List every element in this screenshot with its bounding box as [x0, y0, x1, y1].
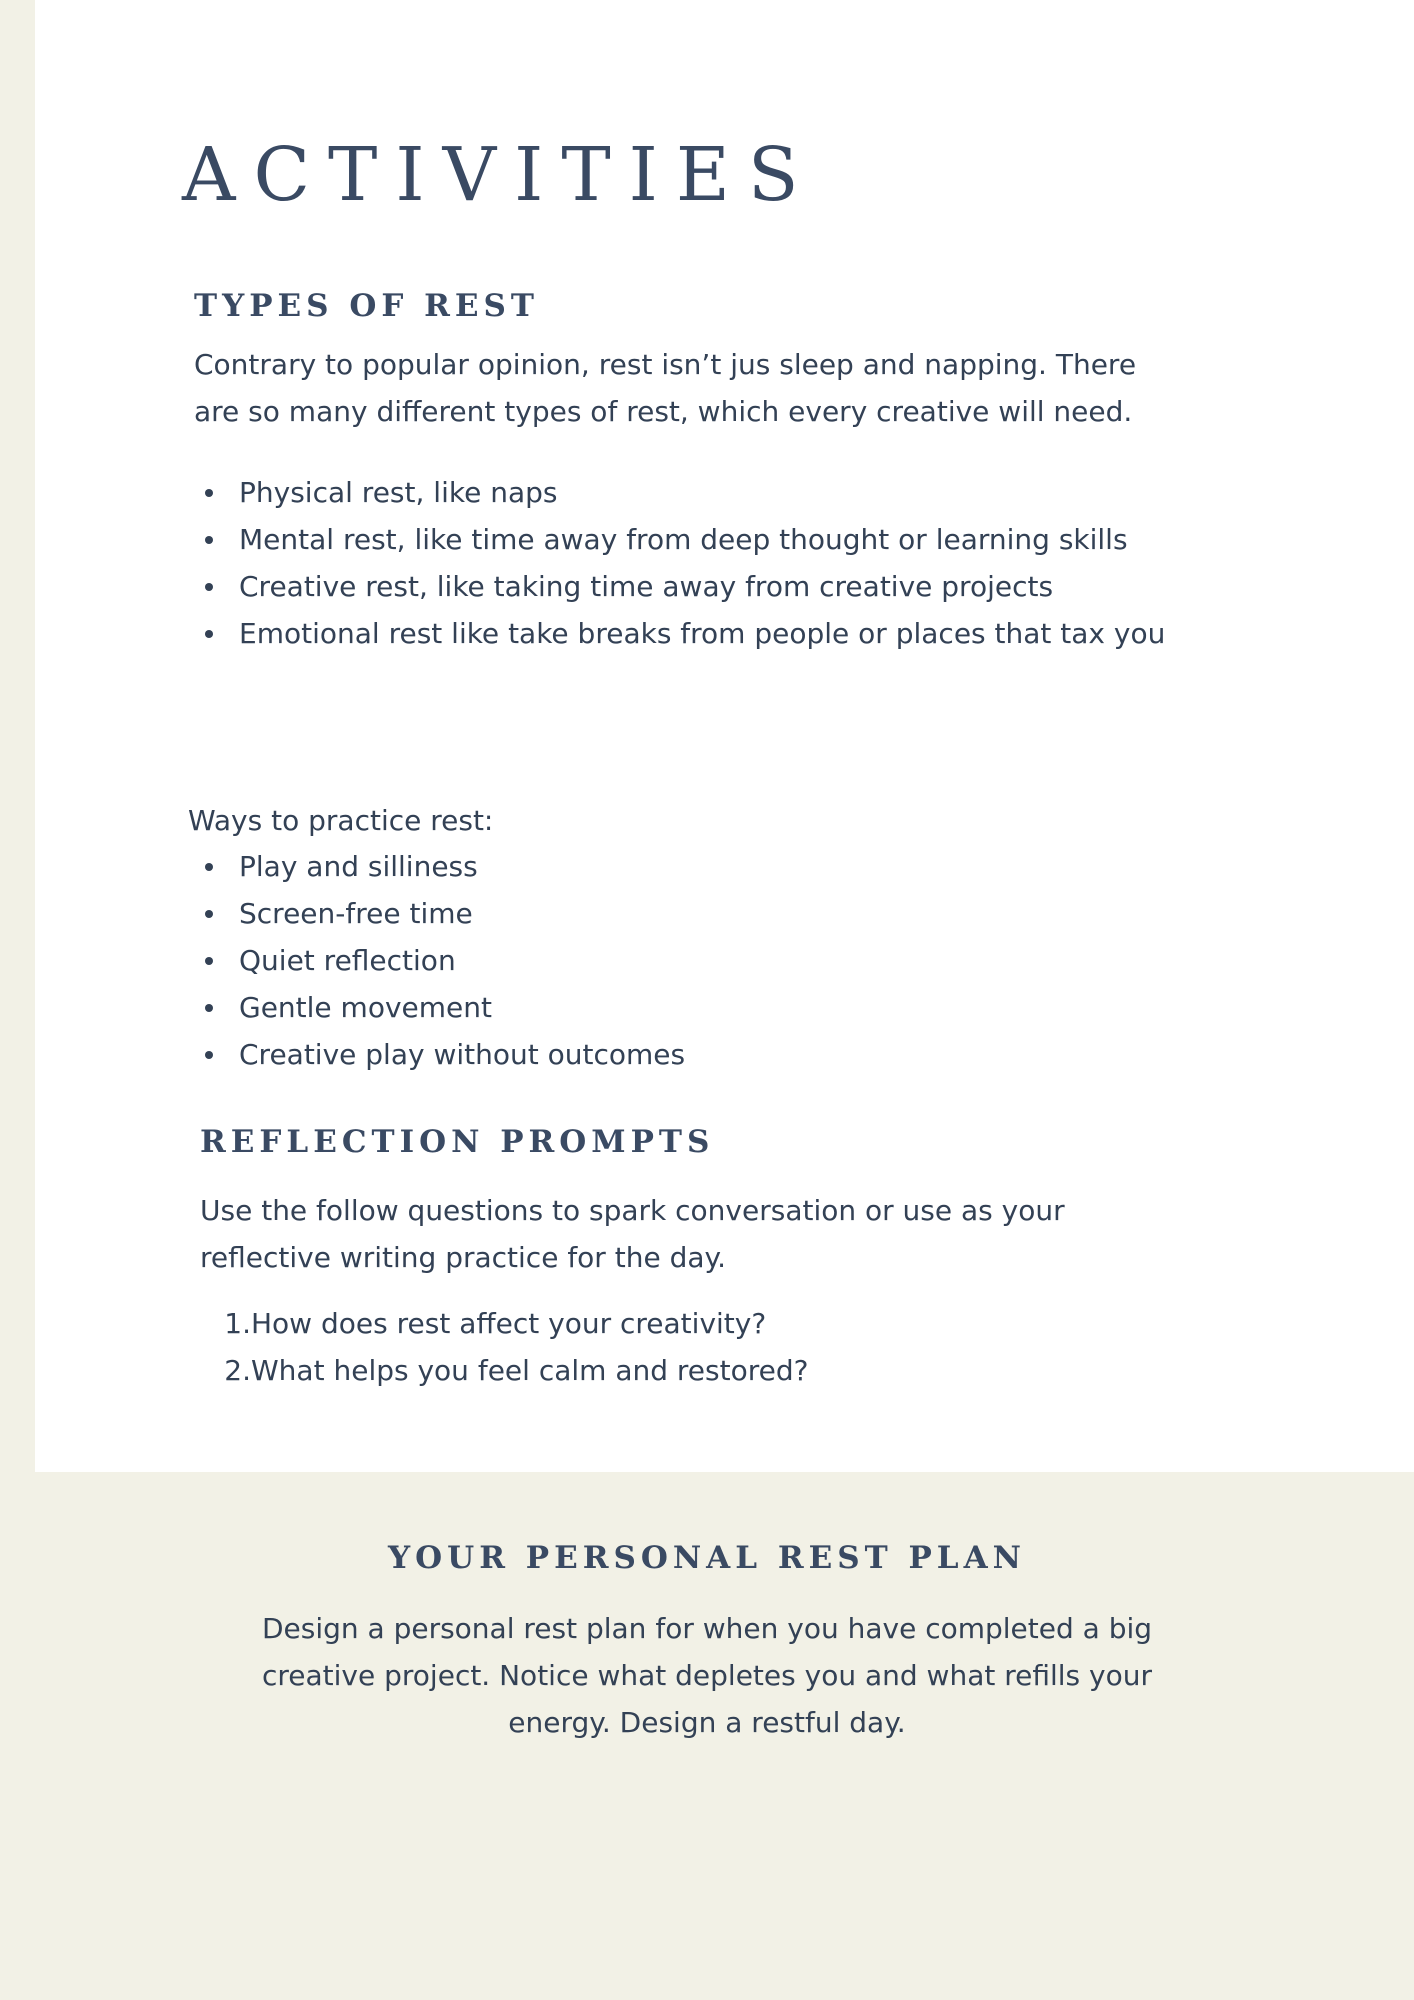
list-item: Mental rest, like time away from deep thought or learning skills [193, 516, 1159, 563]
list-item-text: What helps you feel calm and restored? [251, 1354, 809, 1387]
reflection-prompts-heading: REFLECTION PROMPTS [200, 1124, 715, 1160]
list-item [222, 1347, 1122, 1394]
list-item: Creative rest, like taking time away from creative projects [193, 563, 1193, 610]
list-item: Physical rest, like naps [193, 469, 1193, 516]
list-number: 2. [224, 1354, 251, 1387]
types-of-rest-list [193, 469, 1193, 657]
list-item: Quiet reflection [193, 937, 1093, 984]
page-title: ACTIVITIES [182, 132, 817, 218]
types-of-rest-intro: Contrary to popular opinion, rest isn’t jus sleep and napping. There are so many different types of rest, which every creative will need. [194, 348, 1137, 428]
list-item: Screen-free time [193, 890, 1093, 937]
list-item: Emotional rest like take breaks from people or places that tax you [193, 610, 1239, 657]
list-item: Creative play without outcomes [193, 1031, 1093, 1078]
rest-plan-heading: YOUR PERSONAL REST PLAN [388, 1540, 1026, 1576]
list-item-text: How does rest affect your creativity? [251, 1307, 767, 1340]
list-item [222, 1300, 1122, 1347]
list-item: Gentle movement [193, 984, 1093, 1031]
types-of-rest-heading: TYPES OF REST [194, 288, 539, 324]
list-number: 1. [224, 1307, 251, 1340]
list-item: Play and silliness [193, 843, 1093, 890]
rest-plan-body: Design a personal rest plan for when you have completed a big creative project. Notice what depletes you and what refills your energy. Design a restful day. [261, 1612, 1153, 1739]
reflection-prompts-intro: Use the follow questions to spark conversation or use as your reflective writing practice for the day. [200, 1194, 1065, 1274]
reflection-prompts-list [222, 1300, 1122, 1394]
ways-to-practice-label: Ways to practice rest: [188, 804, 494, 837]
ways-to-practice-list [193, 843, 1093, 1078]
